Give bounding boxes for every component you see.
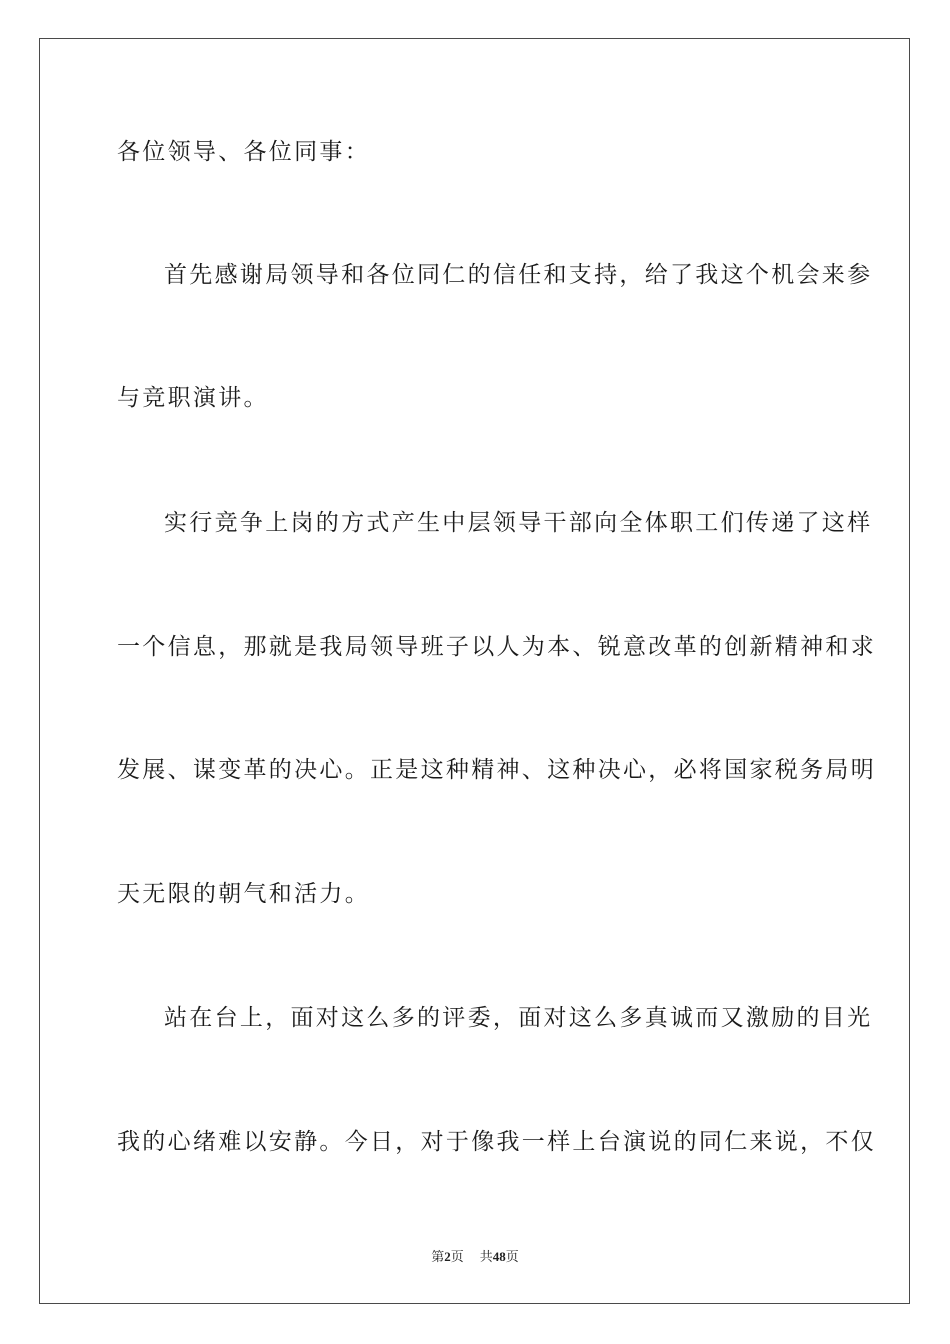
text-line: 首先感谢局领导和各位同仁的信任和支持，给了我这个机会来参 — [164, 262, 873, 288]
text-line: 我的心绪难以安静。今日，对于像我一样上台演说的同仁来说，不仅 — [117, 1129, 876, 1155]
text-line: 站在台上，面对这么多的评委，面对这么多真诚而又激励的目光 — [164, 1005, 873, 1031]
text-line: 天无限的朝气和活力。 — [117, 881, 370, 907]
page-border — [39, 38, 910, 1304]
page-number: 2 — [444, 1249, 451, 1264]
total-pages: 48 — [492, 1249, 506, 1264]
text-line: 实行竞争上岗的方式产生中层领导干部向全体职工们传递了这样 — [164, 510, 873, 536]
total-label-suffix: 页 — [505, 1249, 519, 1264]
page-label-prefix: 第 — [431, 1249, 445, 1264]
text-line: 与竞职演讲。 — [117, 385, 269, 411]
text-line: 发展、谋变革的决心。正是这种精神、这种决心，必将国家税务局明 — [117, 757, 876, 783]
page-label-suffix: 页 — [450, 1249, 464, 1264]
text-line: 一个信息，那就是我局领导班子以人为本、锐意改革的创新精神和求 — [117, 634, 876, 660]
page-footer — [0, 1248, 950, 1266]
text-line: 各位领导、各位同事： — [117, 139, 370, 165]
total-label-prefix: 共 — [479, 1249, 493, 1264]
